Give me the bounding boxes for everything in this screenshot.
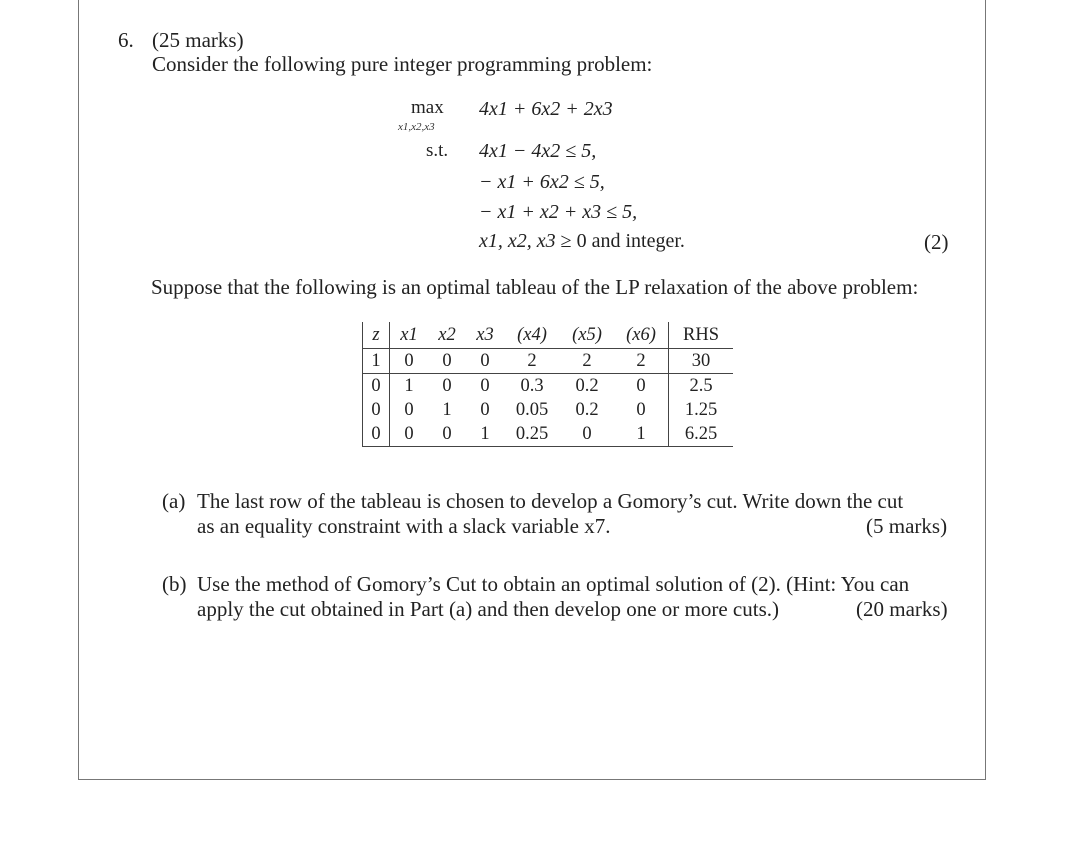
constraint-3: − x1 + x2 + x3 ≤ 5, (479, 201, 638, 223)
tableau-header-row (363, 322, 734, 349)
header-x3: x3 (466, 322, 504, 349)
table-cell: 1 (442, 400, 452, 420)
question-number: 6. (118, 28, 134, 52)
table-cell: 2 (614, 349, 669, 374)
header-rhs: RHS (669, 322, 734, 349)
st-label: s.t. (426, 140, 449, 161)
table-cell: 0 (390, 349, 429, 374)
header-x6: (x6) (614, 322, 669, 349)
max-label: max (411, 97, 444, 118)
part-b-line1: Use the method of Gomory’s Cut to obtain an optimal solution of (2). (Hint: You can (197, 572, 910, 596)
part-b-line2: apply the cut obtained in Part (a) and then develop one or more cuts.) (197, 597, 779, 621)
part-a-line2: as an equality constraint with a slack variable x7. (197, 514, 611, 538)
table-cell: 0 (442, 376, 452, 396)
header-x5: (x5) (560, 322, 614, 349)
table-cell: 0 (363, 398, 390, 422)
table-cell: 0 (363, 422, 390, 447)
part-b-label: (b) (162, 572, 187, 596)
table-cell: 0 (480, 376, 490, 396)
table-cell: 0 (466, 349, 504, 374)
question-marks: (25 marks) (152, 28, 244, 52)
table-cell: 2.5 (689, 376, 713, 396)
table-cell: 0 (363, 374, 390, 399)
table-cell: 0 (480, 400, 490, 420)
table-cell: 0 (428, 422, 466, 447)
table-cell: 2 (560, 349, 614, 374)
table-cell: 0 (390, 422, 429, 447)
table-cell: 0.2 (575, 400, 599, 420)
header-x4: (x4) (504, 322, 560, 349)
part-a-label: (a) (162, 489, 186, 513)
table-cell: 1 (404, 376, 414, 396)
part-a-marks: (5 marks) (866, 514, 948, 538)
table-cell: 0.3 (520, 376, 544, 396)
constraint-1: 4x1 − 4x2 ≤ 5, (479, 140, 597, 162)
tableau-row (363, 422, 734, 447)
table-cell: 0.05 (515, 400, 549, 420)
table-cell: 1 (614, 422, 669, 447)
table-cell: 1.25 (684, 400, 718, 420)
table-cell: 1 (466, 422, 504, 447)
tableau-row (363, 374, 734, 399)
header-x2: x2 (428, 322, 466, 349)
tableau-row (363, 349, 734, 374)
header-x1: x1 (390, 322, 429, 349)
nonnegativity-constraint: x1, x2, x3 ≥ 0 and integer. (479, 230, 685, 252)
table-cell: 2 (504, 349, 560, 374)
table-cell: 0 (404, 400, 414, 420)
tableau-row (363, 398, 734, 422)
equation-label: (2) (924, 230, 949, 254)
table-cell: 0 (614, 374, 669, 399)
table-cell: 0 (614, 398, 669, 422)
table-cell: 6.25 (669, 422, 734, 447)
question-intro: Consider the following pure integer programming problem: (152, 52, 653, 76)
optimal-tableau (362, 322, 733, 447)
part-a-line1: The last row of the tableau is chosen to develop a Gomory’s cut. Write down the cut (197, 489, 904, 513)
table-cell: 0 (428, 349, 466, 374)
table-cell: 0 (560, 422, 614, 447)
max-subscript: x1,x2,x3 (398, 121, 435, 133)
table-cell: 30 (669, 349, 734, 374)
table-cell: 0.25 (504, 422, 560, 447)
constraint-2: − x1 + 6x2 ≤ 5, (479, 171, 605, 193)
objective-function: 4x1 + 6x2 + 2x3 (479, 98, 613, 120)
header-z: z (363, 322, 390, 349)
tableau-intro: Suppose that the following is an optimal tableau of the LP relaxation of the above problem: (151, 275, 919, 299)
part-b-marks: (20 marks) (856, 597, 948, 621)
table-cell: 1 (363, 349, 390, 374)
table-cell: 0.2 (575, 376, 599, 396)
